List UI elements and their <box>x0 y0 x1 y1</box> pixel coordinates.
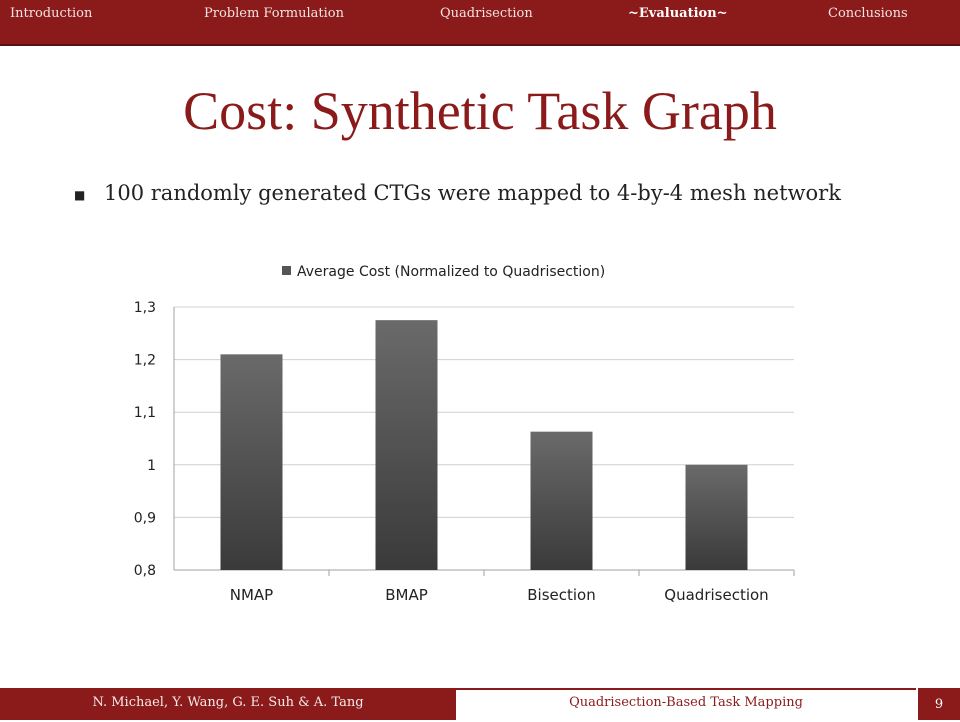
y-tick-label: 1,3 <box>133 300 156 316</box>
y-tick-label: 0,9 <box>133 510 156 527</box>
bar-chart <box>96 250 816 620</box>
slide-title: Cost: Synthetic Task Graph <box>183 81 777 141</box>
bar-bmap <box>376 320 438 570</box>
y-tick-label: 1,1 <box>133 405 156 422</box>
chart-svg <box>96 250 816 620</box>
bar-quadrisection <box>686 465 748 570</box>
x-tick-label: NMAP <box>229 586 274 604</box>
chart-bars <box>221 320 748 570</box>
nav-item-evaluation[interactable]: ~Evaluation~ <box>628 6 728 21</box>
bar-nmap <box>221 354 283 570</box>
y-tick-label: 0,8 <box>133 563 156 579</box>
footer-title: Quadrisection-Based Task Mapping <box>456 688 916 720</box>
footer-authors: N. Michael, Y. Wang, G. E. Suh & A. Tang <box>0 688 456 720</box>
nav-item-conclusions[interactable]: Conclusions <box>828 6 908 21</box>
x-tick-label: BMAP <box>385 586 428 604</box>
legend-label: Average Cost (Normalized to Quadrisection) <box>297 264 606 280</box>
bullet-item <box>74 178 854 210</box>
chart-x-labels <box>230 570 794 604</box>
chart-legend <box>282 264 605 280</box>
y-tick-label: 1 <box>147 457 156 474</box>
legend-swatch <box>282 266 291 275</box>
x-tick-label: Bisection <box>527 586 596 604</box>
page-number: 9 <box>918 688 960 720</box>
nav-item-quadrisection[interactable]: Quadrisection <box>440 6 533 21</box>
bullet-text: 100 randomly generated CTGs were mapped to 4-by-4 mesh network <box>104 181 841 205</box>
nav-item-introduction[interactable]: Introduction <box>10 6 93 21</box>
square-bullet-icon: ■ <box>74 188 86 202</box>
nav-item-problem-formulation[interactable]: Problem Formulation <box>204 6 344 21</box>
chart-y-ticks <box>134 300 156 579</box>
x-tick-label: Quadrisection <box>664 586 769 604</box>
y-tick-label: 1,2 <box>133 352 156 369</box>
bar-bisection <box>531 432 593 570</box>
top-navigation <box>0 0 960 46</box>
